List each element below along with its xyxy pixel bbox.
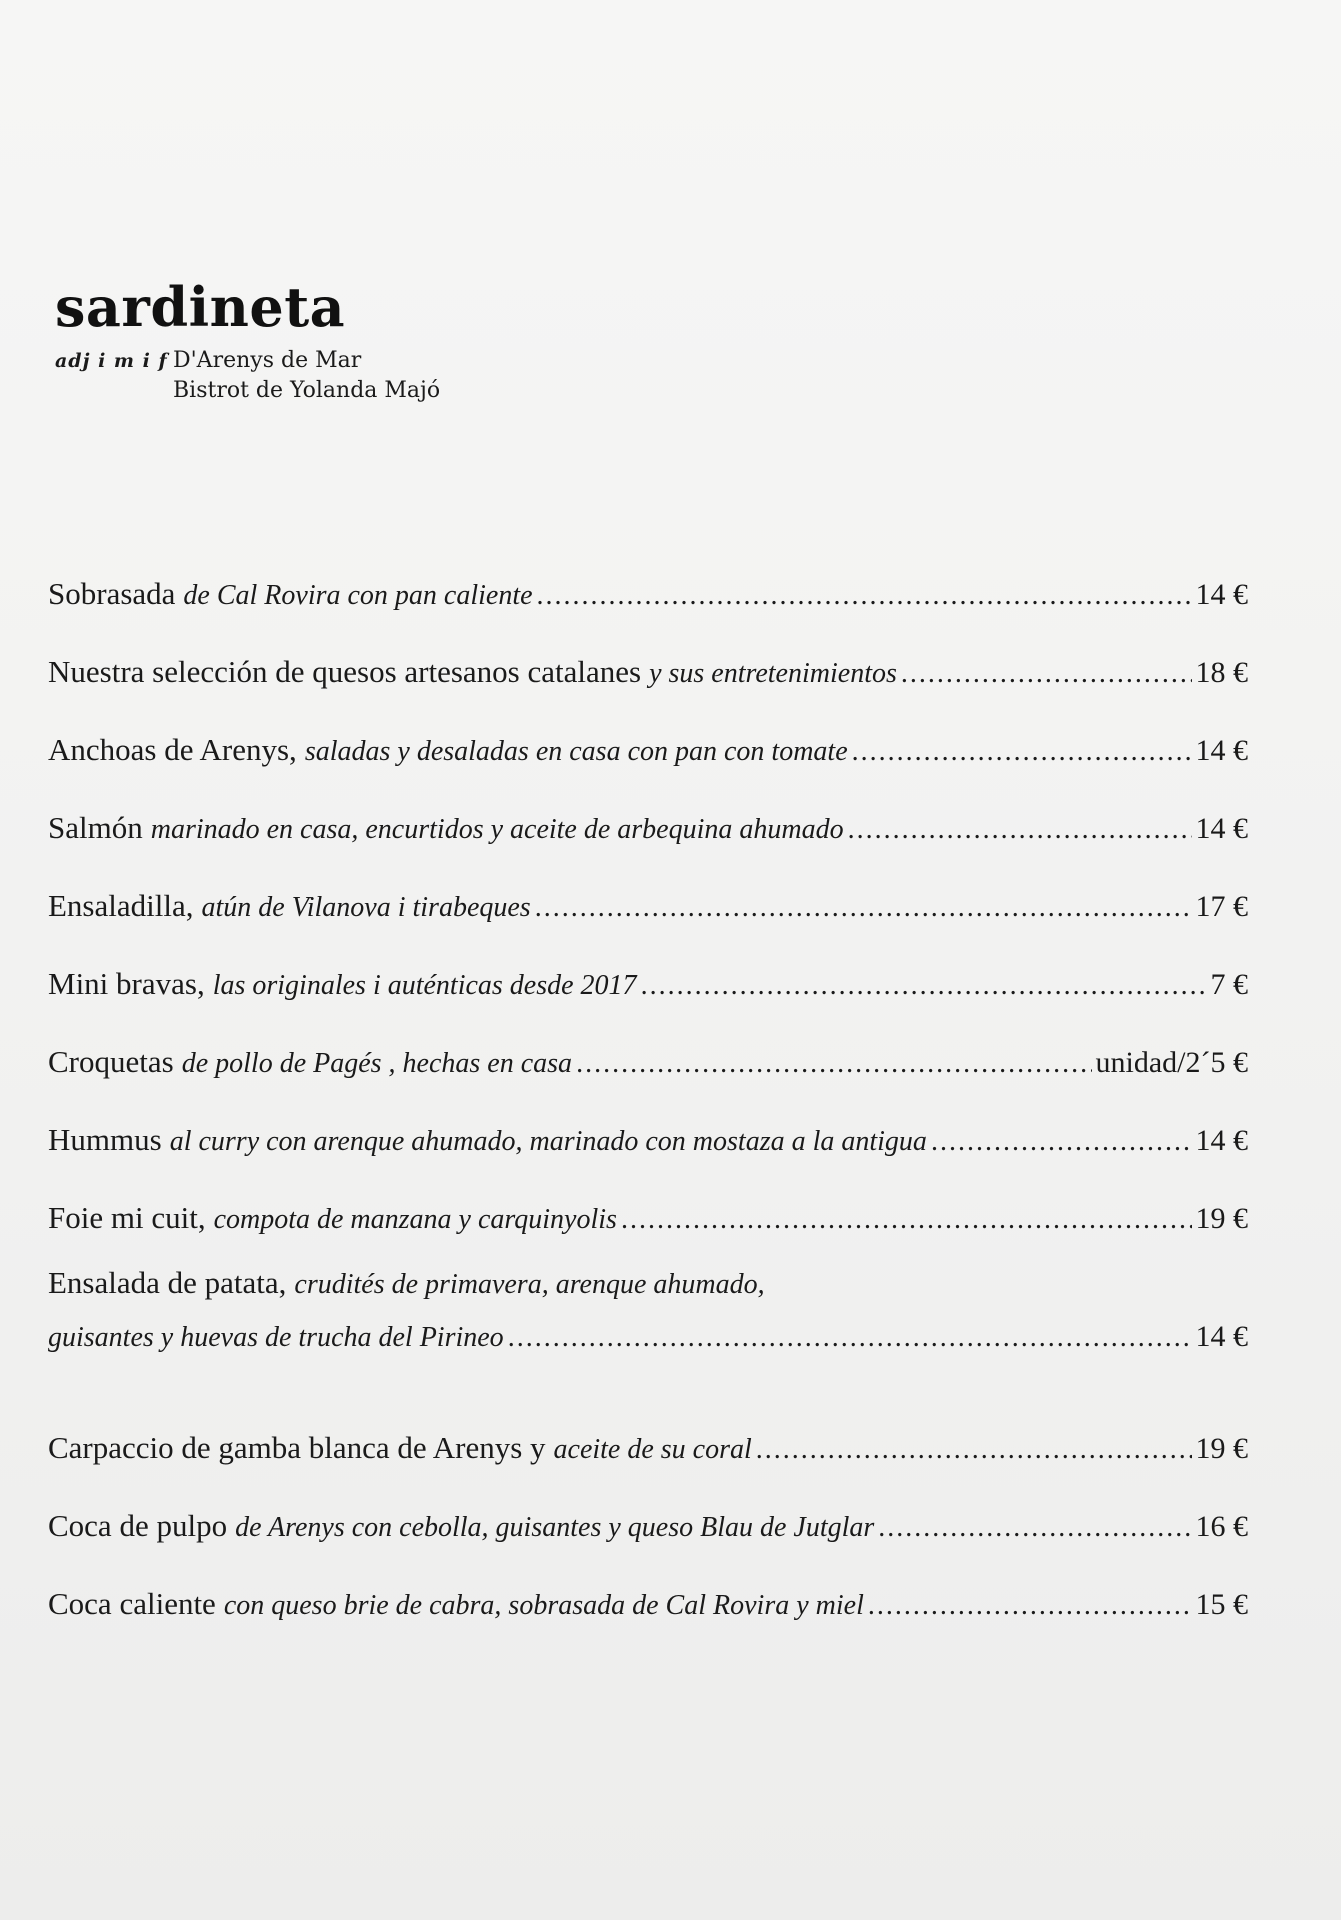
leader-dots bbox=[621, 1181, 1192, 1259]
menu-list bbox=[48, 555, 1248, 1643]
item-description: y sus entretenimientos bbox=[649, 658, 897, 689]
item-name: Mini bravas, bbox=[48, 966, 205, 1001]
item-name: Salmón bbox=[48, 810, 143, 845]
item-price: 14 € bbox=[1195, 812, 1248, 845]
menu-item bbox=[48, 1487, 1248, 1565]
menu-item bbox=[48, 945, 1248, 1023]
leader-dots bbox=[901, 635, 1192, 713]
item-description: aceite de su coral bbox=[553, 1434, 752, 1465]
leader-dots bbox=[852, 713, 1192, 791]
item-price: 14 € bbox=[1195, 1124, 1248, 1157]
item-description: las originales i auténticas desde 2017 bbox=[212, 970, 637, 1001]
brand-location: D'Arenys de Mar bbox=[173, 348, 362, 373]
item-name: Coca caliente bbox=[48, 1586, 216, 1621]
menu-item bbox=[48, 633, 1248, 711]
item-description: de Arenys con cebolla, guisantes y queso Blau de Jutglar bbox=[235, 1512, 875, 1543]
leader-dots bbox=[756, 1411, 1192, 1489]
menu-item bbox=[48, 1179, 1248, 1257]
item-price: 19 € bbox=[1195, 1202, 1248, 1235]
item-price: 19 € bbox=[1195, 1432, 1248, 1465]
brand-block bbox=[55, 275, 441, 406]
menu-item bbox=[48, 555, 1248, 633]
item-price: unidad/2´5 € bbox=[1095, 1046, 1248, 1079]
item-description: al curry con arenque ahumado, marinado con mostaza a la antigua bbox=[169, 1126, 927, 1157]
menu-item bbox=[48, 1023, 1248, 1101]
item-price: 14 € bbox=[1195, 734, 1248, 767]
item-name: Coca de pulpo bbox=[48, 1508, 228, 1543]
item-name: Foie mi cuit, bbox=[48, 1200, 206, 1235]
item-name: Ensaladilla, bbox=[48, 888, 194, 923]
item-price: 14 € bbox=[1195, 1320, 1248, 1353]
leader-dots bbox=[535, 869, 1192, 947]
brand-abbreviation: adj i m i f bbox=[55, 350, 168, 372]
item-description: crudités de primavera, arenque ahumado, bbox=[294, 1269, 765, 1300]
item-description: de Cal Rovira con pan caliente bbox=[183, 580, 533, 611]
item-description-continued: guisantes y huevas de trucha del Pirineo bbox=[48, 1322, 504, 1353]
leader-dots bbox=[537, 557, 1192, 635]
item-name: Ensalada de patata, bbox=[48, 1265, 287, 1300]
leader-dots bbox=[508, 1312, 1192, 1364]
menu-item bbox=[48, 1409, 1248, 1487]
brand-subtitle bbox=[55, 346, 440, 406]
item-description: marinado en casa, encurtidos y aceite de arbequina ahumado bbox=[150, 814, 844, 845]
item-name: Sobrasada bbox=[48, 576, 176, 611]
item-price: 14 € bbox=[1195, 578, 1248, 611]
leader-dots bbox=[868, 1567, 1192, 1645]
item-description: atún de Vilanova i tirabeques bbox=[201, 892, 531, 923]
item-name: Carpaccio de gamba blanca de Arenys y bbox=[48, 1430, 546, 1465]
item-price: 16 € bbox=[1195, 1510, 1248, 1543]
item-name: Croquetas bbox=[48, 1044, 174, 1079]
item-price: 18 € bbox=[1195, 656, 1248, 689]
item-description: con queso brie de cabra, sobrasada de Cal Rovira y miel bbox=[223, 1590, 864, 1621]
menu-item bbox=[48, 1257, 1248, 1387]
item-description: compota de manzana y carquinyolis bbox=[213, 1204, 617, 1235]
menu-item bbox=[48, 711, 1248, 789]
menu-item bbox=[48, 1101, 1248, 1179]
menu-item bbox=[48, 789, 1248, 867]
brand-title: sardineta bbox=[55, 275, 346, 339]
item-price: 15 € bbox=[1195, 1588, 1248, 1621]
item-description: saladas y desaladas en casa con pan con tomate bbox=[304, 736, 848, 767]
menu-item bbox=[48, 867, 1248, 945]
leader-dots bbox=[931, 1103, 1192, 1181]
leader-dots bbox=[848, 791, 1192, 869]
brand-bistrot: Bistrot de Yolanda Majó bbox=[173, 378, 441, 403]
item-description: de pollo de Pagés , hechas en casa bbox=[181, 1048, 573, 1079]
item-price: 17 € bbox=[1195, 890, 1248, 923]
leader-dots bbox=[878, 1489, 1191, 1567]
leader-dots bbox=[641, 947, 1207, 1025]
menu-item bbox=[48, 1565, 1248, 1643]
item-price: 7 € bbox=[1210, 968, 1248, 1001]
item-name: Hummus bbox=[48, 1122, 162, 1157]
item-name: Nuestra selección de quesos artesanos catalanes bbox=[48, 654, 642, 689]
item-name: Anchoas de Arenys, bbox=[48, 732, 297, 767]
leader-dots bbox=[576, 1025, 1091, 1103]
